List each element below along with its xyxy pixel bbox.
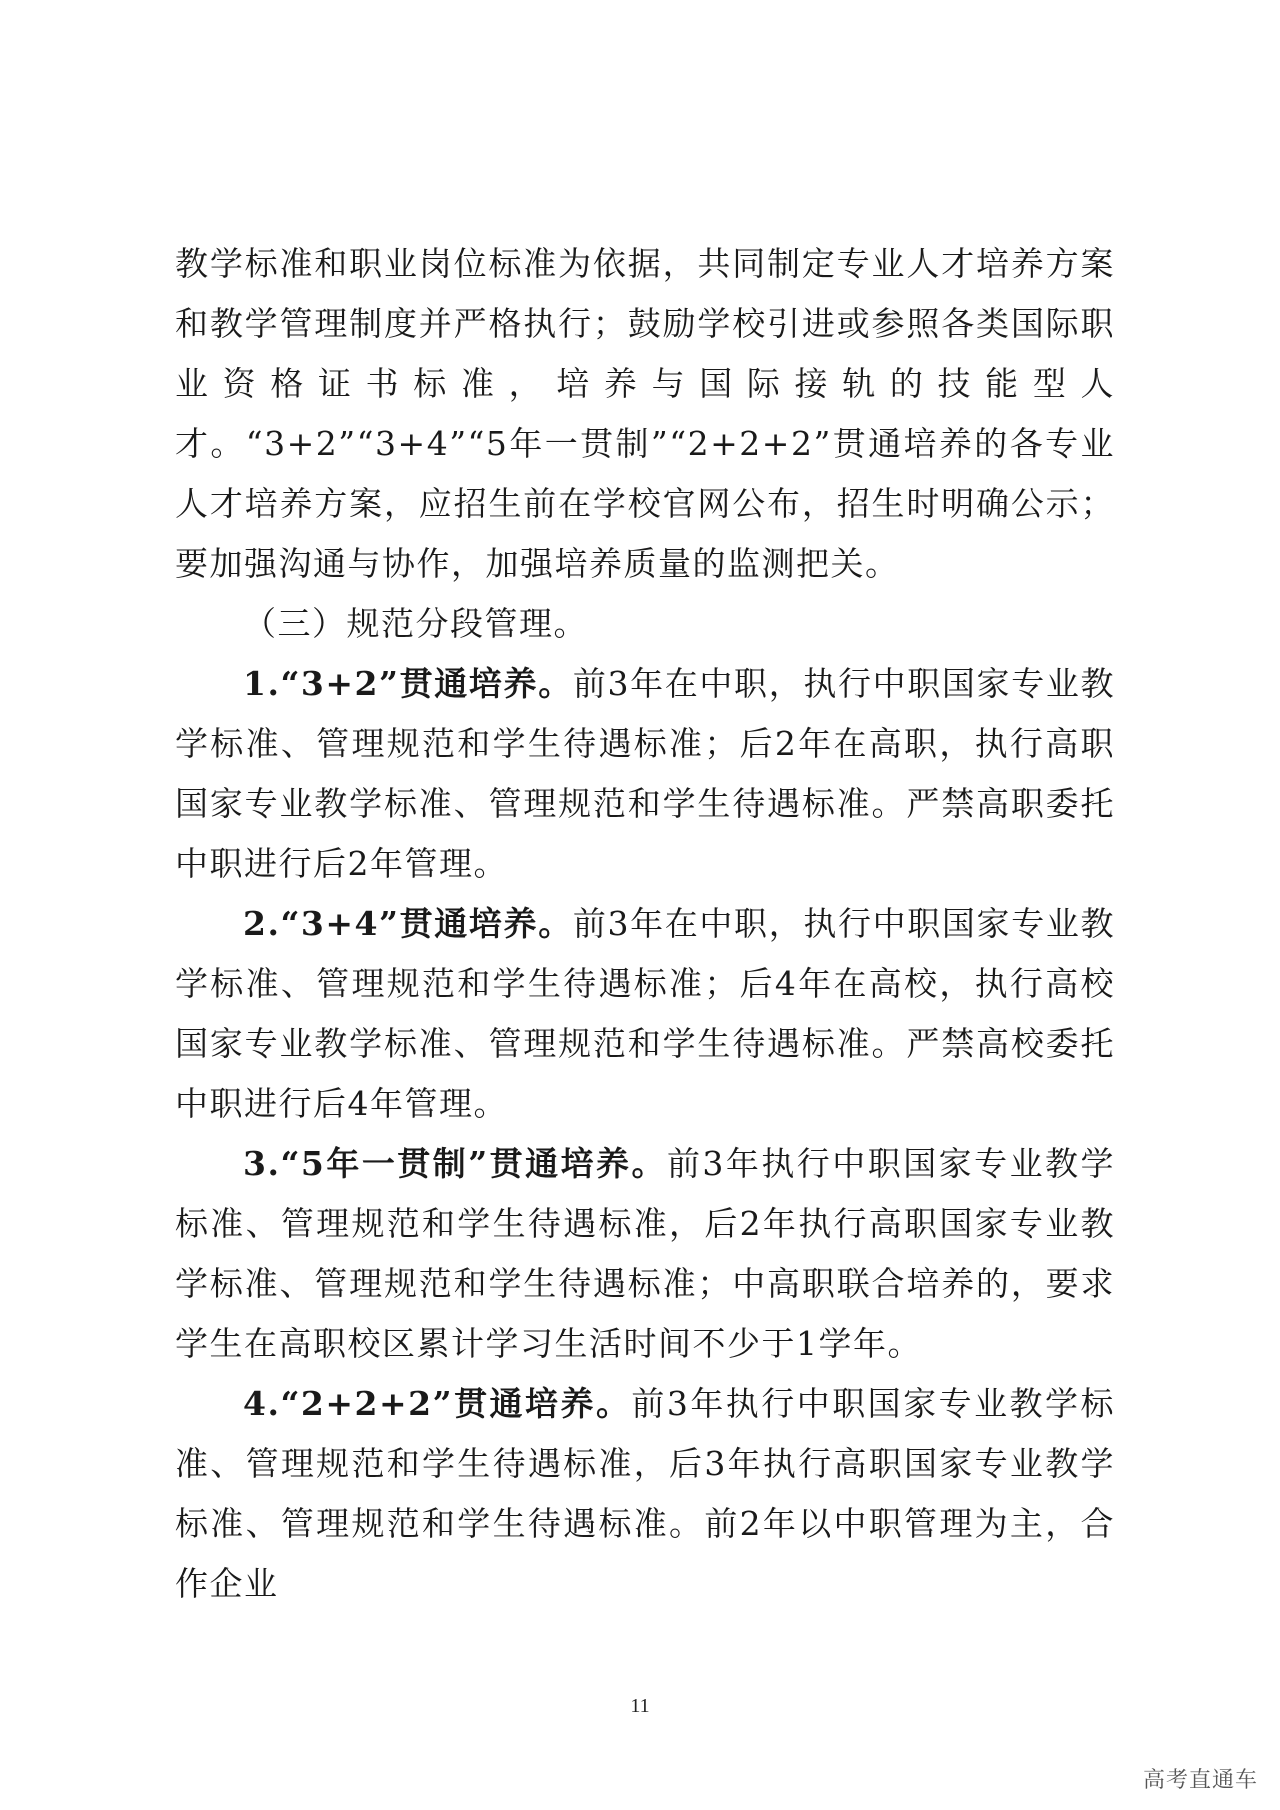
list-item-lead: 3.“5年一贯制”贯通培养。 [243, 1144, 667, 1183]
list-item-3 [175, 1134, 1115, 1374]
list-item-lead: 2.“3+4”贯通培养。 [243, 904, 573, 943]
document-body [175, 234, 1115, 1614]
list-item-text: 前3年在中职，执行中职国家专业教学标准、管理规范和学生待遇标准；后2年在高职，执行高职国家专业教学标准、管理规范和学生待遇标准。严禁高职委托中职进行后2年管理。 [175, 664, 1115, 883]
list-item-text: 前3年执行中职国家专业教学标准、管理规范和学生待遇标准，后3年执行高职国家专业教学标准、管理规范和学生待遇标准。前2年以中职管理为主，合作企业 [175, 1384, 1115, 1603]
list-item-text: 前3年在中职，执行中职国家专业教学标准、管理规范和学生待遇标准；后4年在高校，执行高校国家专业教学标准、管理规范和学生待遇标准。严禁高校委托中职进行后4年管理。 [175, 904, 1115, 1123]
watermark-text: 高考直通车 [1142, 1768, 1258, 1793]
list-item-text: 前3年执行中职国家专业教学标准、管理规范和学生待遇标准，后2年执行高职国家专业教学标准、管理规范和学生待遇标准；中高职联合培养的，要求学生在高职校区累计学习生活时间不少于1学年。 [175, 1144, 1116, 1363]
list-item-4 [175, 1374, 1115, 1614]
list-item-lead: 1.“3+2”贯通培养。 [243, 664, 573, 703]
section-heading: （三）规范分段管理。 [243, 604, 588, 643]
list-item-2 [175, 894, 1115, 1134]
page-number: 11 [630, 1695, 650, 1717]
continuation-paragraph: 教学标准和职业岗位标准为依据，共同制定专业人才培养方案和教学管理制度并严格执行；鼓励学校引进或参照各类国际职业资格证书标准，培养与国际接轨的技能型人才。“3+2”“3+4”“5年一贯制”“2+2+2”贯通培养的各专业人才培养方案，应招生前在学校官网公布，招生时明确公示；要加强沟通与协作，加强培养质量的监测把关。 [175, 244, 1115, 583]
list-item-1 [175, 654, 1115, 894]
list-item-lead: 4.“2+2+2”贯通培养。 [243, 1384, 632, 1423]
